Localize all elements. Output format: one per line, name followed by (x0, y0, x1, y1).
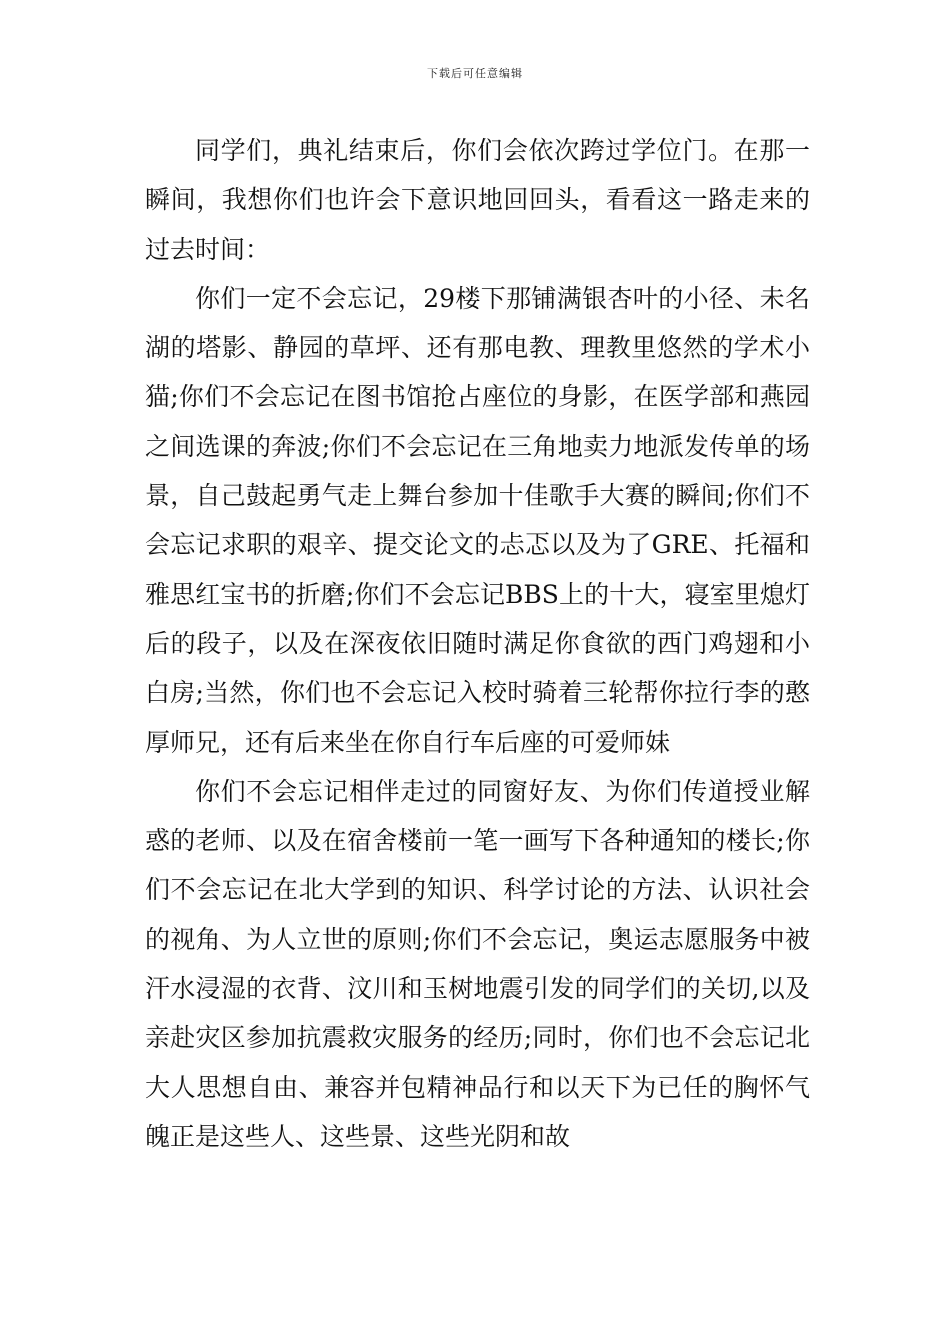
paragraph-2: 你们一定不会忘记，29楼下那铺满银杏叶的小径、未名湖的塔影、静园的草坪、还有那电教、理教里悠然的学术小猫;你们不会忘记在图书馆抢占座位的身影，在医学部和燕园之间选课的奔波;你们不会忘记在三角地卖力地派发传单的场景，自己鼓起勇气走上舞台参加十佳歌手大赛的瞬间;你们不会忘记求职的艰辛、提交论文的忐忑以及为了GRE、托福和雅思红宝书的折磨;你们不会忘记BBS上的十大，寝室里熄灯后的段子，以及在深夜依旧随时满足你食欲的西门鸡翅和小白房;当然，你们也不会忘记入校时骑着三轮帮你拉行李的憨厚师兄，还有后来坐在你自行车后座的可爱师妹 (145, 283, 810, 757)
document-body (145, 126, 810, 1161)
paragraph-1: 同学们，典礼结束后，你们会依次跨过学位门。在那一瞬间，我想你们也许会下意识地回回头，看看这一路走来的过去时间： (145, 136, 810, 264)
page-header-note: 下载后可任意编辑 (427, 67, 523, 80)
paragraph-3: 你们不会忘记相伴走过的同窗好友、为你们传道授业解惑的老师、以及在宿舍楼前一笔一画写下各种通知的楼长;你们不会忘记在北大学到的知识、科学讨论的方法、认识社会的视角、为人立世的原则;你们不会忘记，奥运志愿服务中被汗水浸湿的衣背、汶川和玉树地震引发的同学们的关切,以及亲赴灾区参加抗震救灾服务的经历;同时，你们也不会忘记北大人思想自由、兼容并包精神品行和以天下为已任的胸怀气魄正是这些人、这些景、这些光阴和故 (145, 776, 810, 1151)
